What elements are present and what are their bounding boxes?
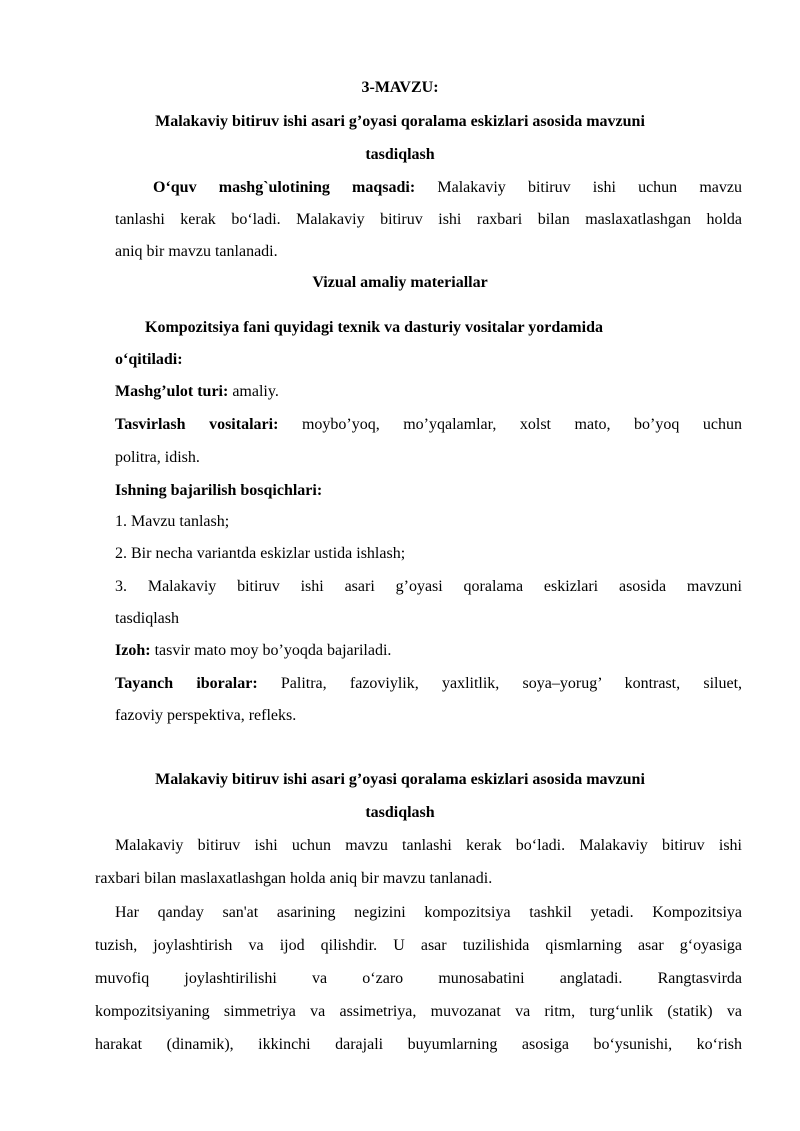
stage-item-1: 1. Mavzu tanlash; [115,513,230,530]
section2-p2-line-1: Har qanday san'at asarining negizini kompozitsiya tashkil yetadi. Kompozitsiya [115,904,742,921]
topic-number: 3-MAVZU: [361,79,439,96]
composition-line-1: Kompozitsiya fani quyidagi texnik va dasturiy vositalar yordamida [145,319,603,336]
tools-line-1: Tasvirlash vositalari: moybo’yoq, mo’yqalamlar, xolst mato, bo’yoq uchun [115,416,742,433]
section2-title-line-2: tasdiqlash [365,804,435,821]
stage-item-3-cont: tasdiqlash [115,610,179,627]
keywords-line-2: fazoviy perspektiva, refleks. [115,707,297,724]
section2-p2-line-4: kompozitsiyaning simmetriya va assimetriya, muvozanat va ritm, turg‘unlik (statik) va [95,1003,742,1020]
tools-line-2: politra, idish. [115,449,200,466]
keywords-line-1: Tayanch iboralar: Palitra, fazoviylik, yaxlitlik, soya–yorug’ kontrast, siluet, [115,675,743,692]
stages-label: Ishning bajarilish bosqichlari: [115,482,323,499]
stage-item-2: 2. Bir necha variantda eskizlar ustida ishlash; [115,545,406,562]
composition-line-2: o‘qitiladi: [115,351,183,368]
training-type: Mashg’ulot turi: amaliy. [115,383,279,400]
section2-p2-line-3: muvofiq joylashtirilishi va o‘zaro munosabatini anglatadi. Rangtasvirda [95,970,742,987]
section2-p2-line-2: tuzish, joylashtirish va ijod qilishdir. U asar tuzilishida qismlarning asar g‘oyasiga [95,937,742,954]
goal-line-2: tanlashi kerak bo‘ladi. Malakaviy bitiruv ishi raxbari bilan maslaxatlashgan holda [115,211,742,228]
title-line-1: Malakaviy bitiruv ishi asari g’oyasi qoralama eskizlari asosida mavzuni [155,113,645,130]
goal-line-3: aniq bir mavzu tanlanadi. [115,243,278,260]
section2-title-line-1: Malakaviy bitiruv ishi asari g’oyasi qoralama eskizlari asosida mavzuni [155,771,645,788]
section2-p1-line-2: raxbari bilan maslaxatlashgan holda aniq bir mavzu tanlanadi. [95,870,493,887]
title-line-2: tasdiqlash [365,146,435,163]
visual-heading: Vizual amaliy materiallar [312,274,488,291]
section2-p1-line-1: Malakaviy bitiruv ishi uchun mavzu tanlashi kerak bo‘ladi. Malakaviy bitiruv ishi [115,837,742,854]
note: Izoh: tasvir mato moy bo’yoqda bajariladi. [115,642,392,659]
goal-line-1: O‘quv mashg`ulotining maqsadi: Malakaviy bitiruv ishi uchun mavzu [153,179,742,196]
section2-p2-line-5: harakat (dinamik), ikkinchi darajali buyumlarning asosiga bo‘ysunishi, ko‘rish [95,1036,742,1053]
stage-item-3: 3. Malakaviy bitiruv ishi asari g’oyasi qoralama eskizlari asosida mavzuni [115,578,742,595]
